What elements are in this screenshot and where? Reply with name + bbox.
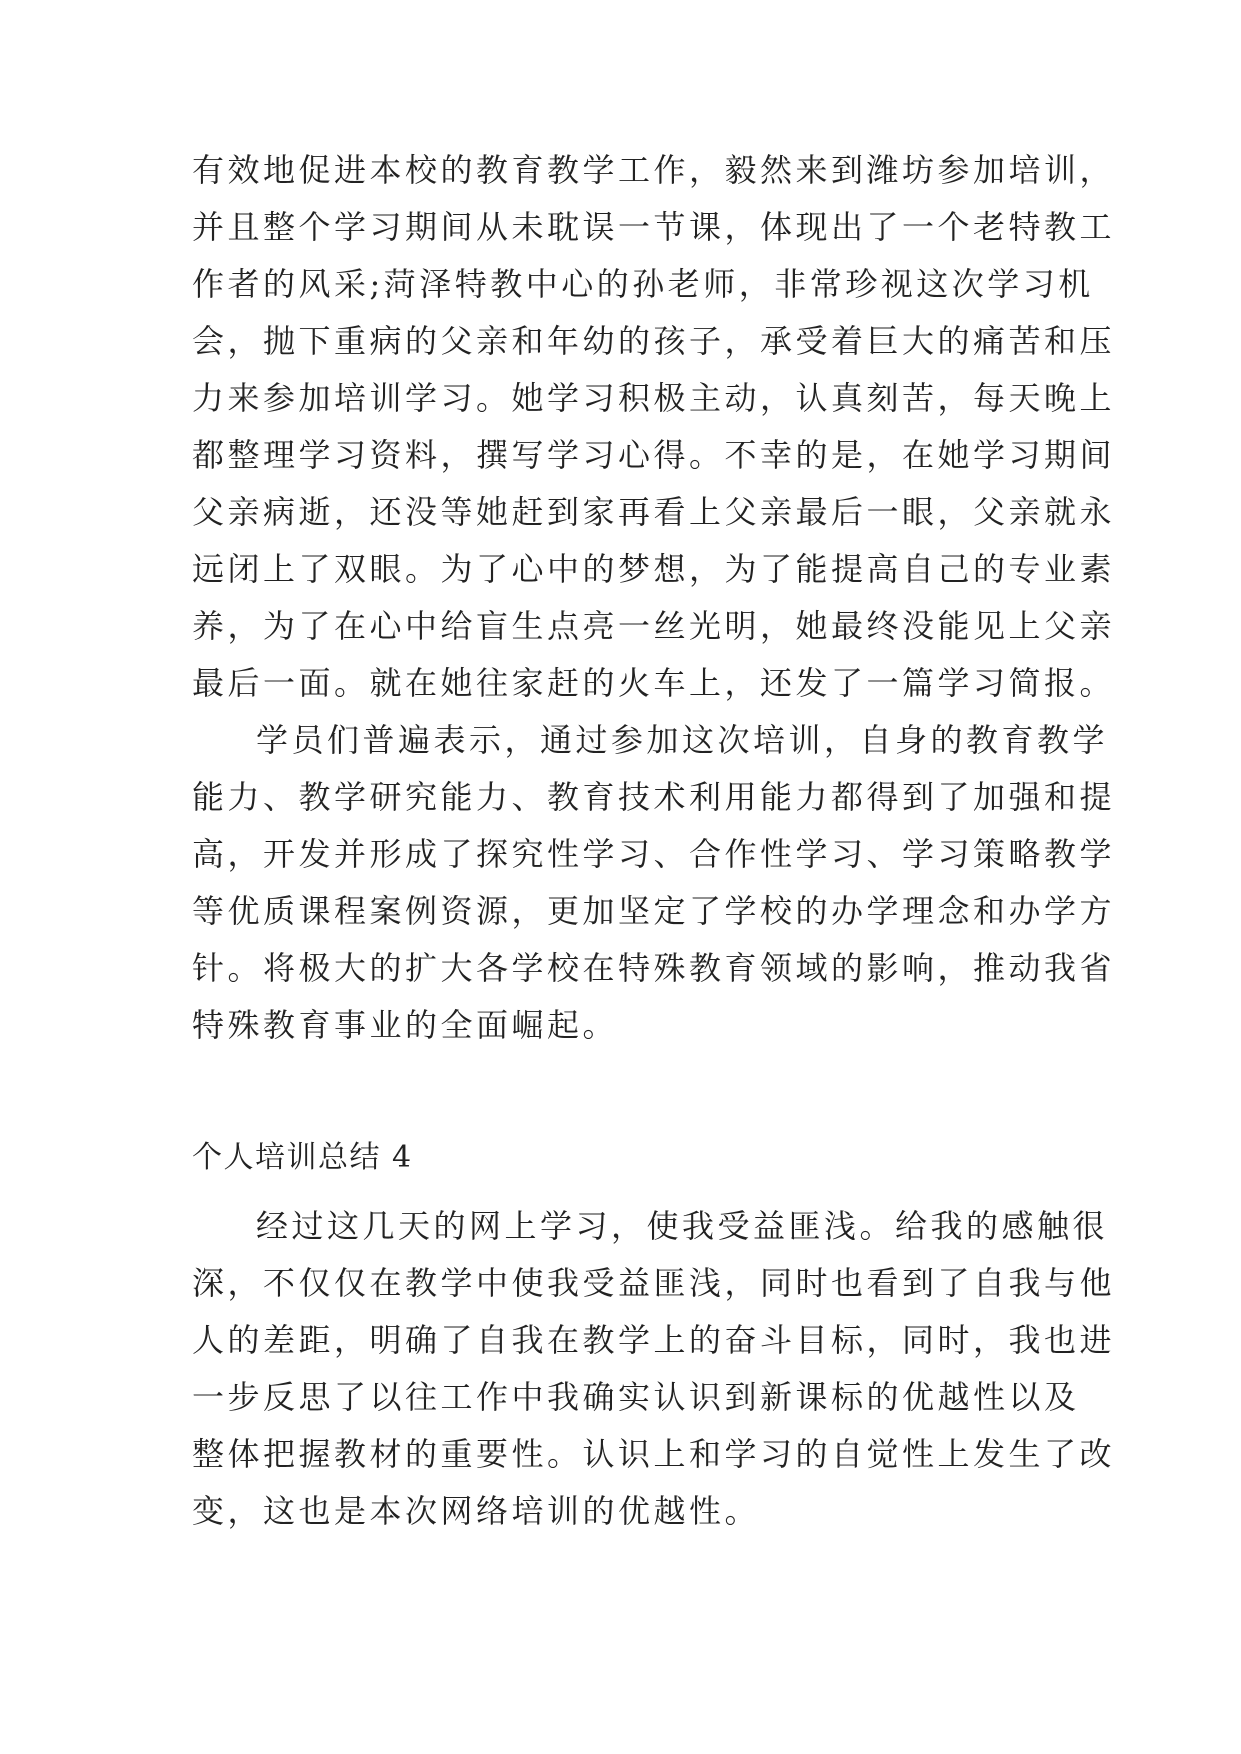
paragraph-2-line-5: 针。将极大的扩大各学校在特殊教育领域的影响，推动我省	[192, 949, 1116, 987]
paragraph-1-line-6: 都整理学习资料，撰写学习心得。不幸的是，在她学习期间	[192, 436, 1116, 474]
paragraph-1-line-4: 会，抛下重病的父亲和年幼的孩子，承受着巨大的痛苦和压	[192, 322, 1116, 360]
paragraph-1-line-2: 并且整个学习期间从未耽误一节课，体现出了一个老特教工	[192, 208, 1116, 246]
paragraph-3-line-6: 变，这也是本次网络培训的优越性。	[192, 1492, 761, 1530]
paragraph-2-line-3: 高，开发并形成了探究性学习、合作性学习、学习策略教学	[192, 835, 1116, 873]
paragraph-2-line-1: 学员们普遍表示，通过参加这次培训，自身的教育教学	[256, 721, 1109, 759]
paragraph-3-line-2: 深，不仅仅在教学中使我受益匪浅，同时也看到了自我与他	[192, 1264, 1116, 1302]
paragraph-3-line-5: 整体把握教材的重要性。认识上和学习的自觉性上发生了改	[192, 1435, 1116, 1473]
paragraph-2-line-6: 特殊教育事业的全面崛起。	[192, 1006, 619, 1044]
paragraph-2-line-4: 等优质课程案例资源，更加坚定了学校的办学理念和办学方	[192, 892, 1116, 930]
paragraph-3-line-1: 经过这几天的网上学习，使我受益匪浅。给我的感触很	[256, 1207, 1109, 1245]
paragraph-1-line-1: 有效地促进本校的教育教学工作，毅然来到潍坊参加培训，	[192, 151, 1116, 189]
paragraph-1-line-8: 远闭上了双眼。为了心中的梦想，为了能提高自己的专业素	[192, 550, 1116, 588]
paragraph-2-line-2: 能力、教学研究能力、教育技术利用能力都得到了加强和提	[192, 778, 1116, 816]
paragraph-3-line-3: 人的差距，明确了自我在教学上的奋斗目标，同时，我也进	[192, 1321, 1116, 1359]
paragraph-1-line-3: 作者的风采;菏泽特教中心的孙老师，非常珍视这次学习机	[192, 265, 1094, 303]
paragraph-1-line-5: 力来参加培训学习。她学习积极主动，认真刻苦，每天晚上	[192, 379, 1116, 417]
paragraph-1-line-10: 最后一面。就在她往家赶的火车上，还发了一篇学习简报。	[192, 664, 1116, 702]
paragraph-1-line-7: 父亲病逝，还没等她赶到家再看上父亲最后一眼，父亲就永	[192, 493, 1116, 531]
paragraph-3-line-4: 一步反思了以往工作中我确实认识到新课标的优越性以及	[192, 1378, 1080, 1416]
paragraph-1-line-9: 养，为了在心中给盲生点亮一丝光明，她最终没能见上父亲	[192, 607, 1116, 645]
section-heading: 个人培训总结 4	[192, 1140, 413, 1175]
